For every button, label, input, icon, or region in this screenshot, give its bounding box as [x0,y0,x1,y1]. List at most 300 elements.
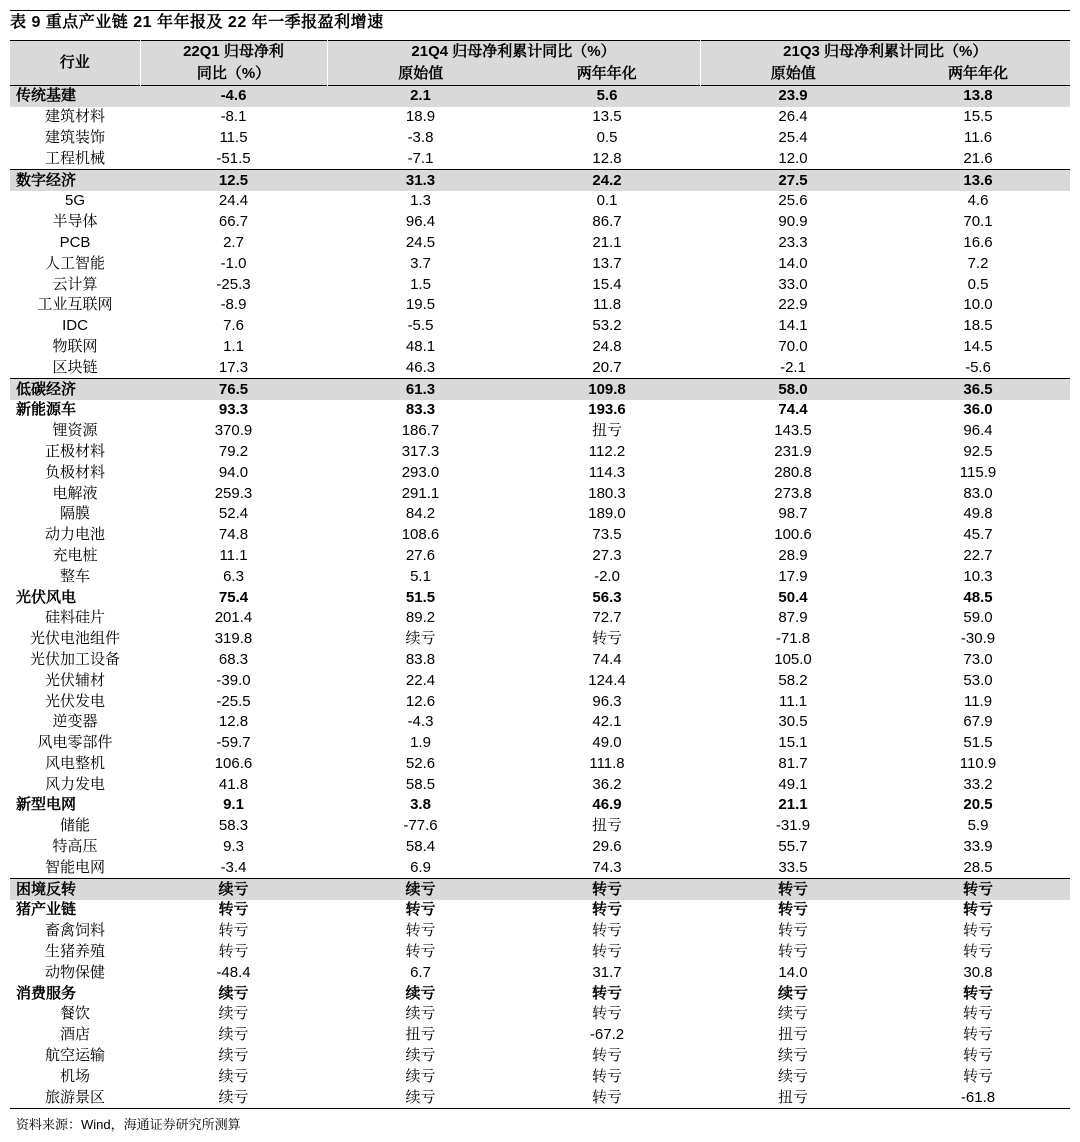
value-21q4-annualized: 转亏 [592,901,623,919]
table-row [10,629,1070,650]
value-21q4-raw: 转亏 [405,901,436,919]
value-22q1-yoy: 41.8 [218,775,249,793]
value-21q4-raw: 2.1 [327,86,514,107]
industry-name: 光伏辅材 [44,671,105,689]
table-row [10,357,1070,378]
header-21q4-group: 21Q4 归母净利累计同比（%） [327,41,700,64]
value-21q4-annualized: 42.1 [592,713,622,731]
value-21q4-raw: 31.3 [327,170,514,191]
value-22q1-yoy: 52.4 [218,505,249,523]
industry-name: IDC [62,317,88,335]
value-21q4-annualized: 0.5 [596,128,618,146]
value-21q4-raw: -5.5 [407,317,434,335]
value-21q4-raw: 96.4 [405,213,436,231]
value-21q3-raw: 58.0 [700,379,886,400]
value-21q4-raw: -7.1 [407,149,434,167]
industry-name: 工程机械 [44,149,105,167]
value-21q3-raw: 143.5 [774,422,812,440]
table-row [10,442,1070,463]
industry-name: 负极材料 [44,463,105,481]
value-21q4-annualized: 29.6 [592,838,622,856]
value-21q4-annualized: 112.2 [588,442,626,460]
industry-name: 风电整机 [44,754,105,772]
value-22q1-yoy: 7.6 [223,317,244,335]
table-title: 表 9 重点产业链 21 年年报及 22 年一季报盈利增速 [10,14,384,31]
industry-name: 硅料硅片 [44,609,105,627]
table-row [10,546,1070,567]
table-row [10,650,1070,671]
value-21q4-raw: 293.0 [401,463,440,481]
value-21q4-annualized: 转亏 [592,984,623,1002]
value-21q4-annualized: 11.8 [592,296,622,314]
value-21q3-annualized: 14.5 [963,337,993,355]
value-21q4-annualized: 31.7 [592,963,622,981]
value-21q4-annualized: 21.1 [592,233,622,251]
value-22q1-yoy: -1.0 [220,254,247,272]
value-21q3-raw: 23.3 [778,233,808,251]
value-21q4-annualized: 转亏 [592,1047,623,1065]
value-21q3-raw: 55.7 [778,838,808,856]
value-21q3-annualized: 96.4 [963,422,993,440]
value-22q1-yoy: -51.5 [216,149,251,167]
value-21q4-raw: 1.9 [410,734,431,752]
value-21q3-raw: 续亏 [778,1047,809,1065]
industry-name: 光伏加工设备 [29,650,120,668]
value-22q1-yoy: -8.9 [220,296,247,314]
value-21q4-raw: 扭亏 [405,1026,436,1044]
value-21q3-raw: 转亏 [778,922,809,940]
table-row [10,316,1070,337]
value-21q3-annualized: 13.8 [886,86,1070,107]
table-row [10,274,1070,295]
value-22q1-yoy: 续亏 [218,1005,249,1023]
value-21q4-raw: 续亏 [405,630,436,648]
industry-name: 风电零部件 [37,734,113,752]
table-body [10,86,1070,1109]
value-21q4-raw: 108.6 [401,526,440,544]
value-21q3-raw: 17.9 [778,567,808,585]
value-22q1-yoy: 11.5 [219,128,248,146]
table-row [10,733,1070,754]
industry-name: 整车 [59,567,90,585]
value-21q4-raw: 22.4 [405,671,436,689]
value-22q1-yoy: 76.5 [140,379,327,400]
value-22q1-yoy: 201.4 [214,609,253,627]
value-21q4-raw: 84.2 [405,505,436,523]
value-21q3-annualized: -5.6 [965,358,991,376]
value-21q4-raw: -3.8 [407,128,434,146]
value-22q1-yoy: -48.4 [216,963,251,981]
industry-name: 航空运输 [44,1047,105,1065]
value-21q3-raw: 105.0 [774,650,812,668]
table-row [10,1087,1070,1108]
value-22q1-yoy: 续亏 [218,984,249,1002]
industry-name: 物联网 [52,337,98,355]
table-row [10,421,1070,442]
industry-name: 建筑装饰 [44,128,105,146]
industry-name: 区块链 [52,358,98,376]
header-21q3-raw: 原始值 [700,63,886,86]
value-21q3-annualized: 转亏 [963,922,994,940]
value-22q1-yoy: 9.1 [223,796,244,814]
value-21q4-annualized: 74.3 [592,858,622,876]
value-21q3-raw: 25.4 [778,128,808,146]
table-row [10,942,1070,963]
value-21q3-annualized: 48.5 [963,588,993,606]
value-21q4-raw: 续亏 [405,984,436,1002]
value-21q4-raw: 转亏 [405,922,436,940]
value-21q4-annualized: 转亏 [514,879,700,900]
table-row [10,712,1070,733]
value-21q4-annualized: 24.2 [514,170,700,191]
value-21q3-raw: 70.0 [778,337,808,355]
value-21q3-raw: 14.0 [778,254,808,272]
value-22q1-yoy: -59.7 [216,734,251,752]
table-row [10,337,1070,358]
value-21q4-annualized: 20.7 [592,358,622,376]
industry-name: 人工智能 [44,254,105,272]
value-21q4-annualized: 13.7 [592,254,622,272]
value-21q3-annualized: 33.9 [963,838,993,856]
industry-name: 新能源车 [16,401,77,419]
value-21q4-annualized: 扭亏 [592,817,623,835]
value-21q3-raw: 转亏 [778,901,809,919]
header-22q1-line1: 22Q1 归母净利 [140,41,327,64]
table-row [10,525,1070,546]
subcategory-row [10,795,1070,816]
value-21q4-annualized: 5.6 [514,86,700,107]
industry-name: PCB [59,233,91,251]
value-22q1-yoy: -4.6 [140,86,327,107]
value-21q4-raw: 6.9 [410,858,431,876]
table-row [10,1046,1070,1067]
table-row [10,191,1070,212]
value-21q3-annualized: 15.5 [963,108,993,126]
value-21q4-raw: 83.3 [405,401,436,419]
value-21q3-raw: 49.1 [778,775,808,793]
value-21q3-raw: 转亏 [700,879,886,900]
industry-name: 正极材料 [44,442,105,460]
source-note: 资料来源：Wind，海通证券研究所测算 [16,1117,241,1132]
category-row [10,170,1070,191]
value-21q4-raw: 24.5 [405,233,436,251]
value-21q3-raw: 81.7 [778,754,808,772]
value-21q3-raw: 续亏 [778,1067,809,1085]
value-21q4-annualized: 96.3 [592,692,622,710]
industry-name: 半导体 [52,213,98,231]
value-22q1-yoy: 续亏 [218,1047,249,1065]
value-21q4-raw: 48.1 [405,337,436,355]
value-21q4-annualized: 72.7 [592,609,622,627]
value-21q4-raw: 61.3 [327,379,514,400]
value-21q3-raw: 26.4 [778,108,808,126]
value-22q1-yoy: 续亏 [140,879,327,900]
industry-name: 逆变器 [52,713,98,731]
value-22q1-yoy: 17.3 [218,358,249,376]
value-21q3-annualized: 转亏 [963,943,994,961]
value-22q1-yoy: 75.4 [218,588,249,606]
value-21q3-annualized: 转亏 [963,1047,994,1065]
value-21q4-raw: -4.3 [407,713,434,731]
value-21q3-raw: 续亏 [778,984,809,1002]
value-21q4-annualized: 124.4 [588,671,626,689]
value-21q4-raw: 续亏 [405,1047,436,1065]
value-22q1-yoy: 370.9 [214,422,253,440]
value-21q3-raw: 74.4 [778,401,808,419]
subcategory-row [10,983,1070,1004]
value-21q3-annualized: 7.2 [967,254,989,272]
value-22q1-yoy: 319.8 [214,630,253,648]
value-21q3-raw: -31.9 [775,817,811,835]
value-21q4-annualized: 转亏 [592,922,623,940]
value-21q3-annualized: 4.6 [967,192,989,210]
value-21q3-raw: 100.6 [774,526,812,544]
value-21q4-raw: 1.5 [410,275,431,293]
value-21q4-raw: 18.9 [405,108,436,126]
header-22q1-line2: 同比（%） [140,63,327,86]
value-22q1-yoy: 94.0 [218,463,249,481]
industry-name: 特高压 [52,838,98,856]
header-21q3-group: 21Q3 归母净利累计同比（%） [700,41,1070,64]
value-22q1-yoy: 6.3 [223,567,244,585]
value-21q3-raw: 27.5 [700,170,886,191]
value-21q3-annualized: 67.9 [963,713,993,731]
value-22q1-yoy: 106.6 [214,754,253,772]
table-row [10,691,1070,712]
value-21q3-annualized: 73.0 [963,650,993,668]
industry-name: 餐饮 [59,1005,90,1023]
table-row [10,1025,1070,1046]
value-21q3-raw: 续亏 [778,1005,809,1023]
value-22q1-yoy: 续亏 [140,1087,327,1108]
industry-name: 风力发电 [44,775,105,793]
value-22q1-yoy: 68.3 [218,650,249,668]
table-row [10,608,1070,629]
value-21q3-annualized: 10.3 [963,567,993,585]
header-21q4-raw: 原始值 [327,63,514,86]
table-row [10,128,1070,149]
value-21q3-annualized: 11.9 [963,692,993,710]
table-row [10,1004,1070,1025]
value-22q1-yoy: 259.3 [214,484,253,502]
value-21q3-raw: 转亏 [778,943,809,961]
value-22q1-yoy: 93.3 [218,401,249,419]
value-21q3-raw: 14.1 [778,317,808,335]
category-row [10,879,1070,900]
value-21q3-raw: -71.8 [775,630,811,648]
value-21q4-annualized: 0.1 [596,192,618,210]
table-row [10,962,1070,983]
value-21q3-annualized: 83.0 [963,484,993,502]
value-21q4-annualized: 27.3 [592,546,622,564]
value-21q3-raw: 50.4 [778,588,808,606]
table-row [10,253,1070,274]
value-21q4-raw: 3.7 [410,254,431,272]
value-21q3-raw: 33.5 [778,858,808,876]
industry-name: 充电桩 [52,546,98,564]
value-21q3-annualized: 11.6 [963,128,993,146]
value-21q3-annualized: 转亏 [963,984,994,1002]
value-21q4-raw: 46.3 [405,358,436,376]
value-22q1-yoy: 11.1 [219,546,248,564]
value-21q4-raw: 续亏 [327,1087,514,1108]
value-21q3-annualized: 21.6 [963,149,993,167]
value-21q4-annualized: 15.4 [592,275,622,293]
table-row [10,483,1070,504]
value-21q3-annualized: 53.0 [963,671,993,689]
industry-name: 数字经济 [10,170,140,191]
value-21q3-raw: 扭亏 [778,1026,809,1044]
value-21q3-raw: 30.5 [778,713,808,731]
value-21q3-raw: 231.9 [774,442,812,460]
value-22q1-yoy: 9.3 [223,838,244,856]
value-21q3-annualized: 18.5 [963,317,993,335]
value-21q3-raw: 22.9 [778,296,808,314]
value-21q4-raw: 27.6 [405,546,436,564]
subcategory-row [10,587,1070,608]
value-21q3-annualized: 45.7 [963,526,993,544]
value-21q4-raw: 19.5 [405,296,436,314]
value-21q4-annualized: 180.3 [588,484,626,502]
value-22q1-yoy: 转亏 [218,901,249,919]
value-21q3-raw: 23.9 [700,86,886,107]
industry-name: 锂资源 [52,422,98,440]
value-21q4-raw: 转亏 [405,943,436,961]
value-21q3-annualized: 10.0 [963,296,993,314]
industry-name: 隔膜 [59,505,90,523]
value-21q3-raw: 280.8 [774,463,812,481]
industry-name: 建筑材料 [44,108,105,126]
industry-name: 云计算 [52,275,98,293]
value-21q4-annualized: 73.5 [592,526,622,544]
value-21q4-raw: 52.6 [405,754,436,772]
value-21q3-annualized: 转亏 [886,879,1070,900]
table-row [10,107,1070,128]
table-row [10,816,1070,837]
value-21q3-raw: 33.0 [778,275,808,293]
value-21q3-annualized: 转亏 [963,1005,994,1023]
value-22q1-yoy: -8.1 [220,108,247,126]
industry-name: 畜禽饲料 [44,922,105,940]
value-21q3-annualized: 36.5 [886,379,1070,400]
value-21q3-annualized: 110.9 [959,754,997,772]
value-21q4-annualized: 74.4 [592,650,622,668]
value-21q4-annualized: 转亏 [592,943,623,961]
value-21q3-annualized: 28.5 [963,858,993,876]
value-21q4-raw: 3.8 [410,796,431,814]
value-21q3-raw: 11.1 [778,692,808,710]
table-row [10,233,1070,254]
industry-name: 5G [64,192,85,210]
value-21q3-raw: 90.9 [778,213,808,231]
value-21q4-annualized: -67.2 [589,1026,625,1044]
value-21q4-annualized: 扭亏 [592,422,623,440]
table-row [10,921,1070,942]
industry-name: 传统基建 [10,86,140,107]
value-21q4-annualized: 36.2 [592,775,622,793]
value-22q1-yoy: 1.1 [223,337,244,355]
value-21q4-annualized: -2.0 [594,567,620,585]
industry-name: 猪产业链 [16,901,77,919]
value-21q3-annualized: 92.5 [963,442,993,460]
table-row [10,212,1070,233]
value-21q3-annualized: 转亏 [963,1026,994,1044]
value-22q1-yoy: -25.5 [216,692,251,710]
table-row [10,504,1070,525]
value-21q4-annualized: 53.2 [592,317,622,335]
value-21q3-annualized: -30.9 [960,630,996,648]
table-row [10,295,1070,316]
industry-name: 机场 [59,1067,90,1085]
value-21q4-raw: 1.3 [410,192,431,210]
category-row [10,379,1070,400]
value-21q4-raw: 83.8 [405,650,436,668]
industry-name: 消费服务 [16,984,77,1002]
value-21q3-annualized: 22.7 [963,546,993,564]
value-22q1-yoy: 转亏 [218,943,249,961]
industry-name: 低碳经济 [10,379,140,400]
value-21q4-annualized: 转亏 [592,630,623,648]
value-21q4-raw: -77.6 [403,817,438,835]
value-21q3-raw: 25.6 [778,192,808,210]
industry-name: 新型电网 [16,796,77,814]
value-21q3-raw: 12.0 [778,149,808,167]
table-row [10,1066,1070,1087]
value-21q4-raw: 58.4 [405,838,436,856]
value-21q4-raw: 续亏 [327,879,514,900]
value-22q1-yoy: 续亏 [218,1067,249,1085]
value-21q3-raw: -2.1 [780,358,806,376]
value-22q1-yoy: 2.7 [223,233,244,251]
subcategory-row [10,400,1070,421]
value-21q3-raw: 28.9 [778,546,808,564]
table-row [10,754,1070,775]
value-22q1-yoy: 转亏 [218,922,249,940]
value-21q4-raw: 89.2 [405,609,436,627]
value-21q4-raw: 12.6 [405,692,436,710]
value-21q3-annualized: 转亏 [963,901,994,919]
value-21q3-raw: 扭亏 [700,1087,886,1108]
value-21q4-annualized: 转亏 [592,1005,623,1023]
table-row [10,837,1070,858]
value-22q1-yoy: 12.5 [140,170,327,191]
value-21q3-raw: 15.1 [778,734,808,752]
value-21q4-annualized: 56.3 [592,588,622,606]
value-21q4-annualized: 114.3 [588,463,626,481]
table-row [10,774,1070,795]
header-21q4-annualized: 两年年化 [514,63,700,86]
industry-name: 光伏电池组件 [29,630,120,648]
value-21q3-annualized: -61.8 [886,1087,1070,1108]
value-21q4-raw: 续亏 [405,1067,436,1085]
value-21q3-annualized: 20.5 [963,796,993,814]
industry-name: 光伏发电 [44,692,105,710]
value-21q4-raw: 291.1 [401,484,440,502]
subcategory-row [10,900,1070,921]
industry-name: 动物保健 [44,963,105,981]
value-21q4-raw: 58.5 [405,775,436,793]
header-21q3-annualized: 两年年化 [886,63,1070,86]
value-21q3-raw: 87.9 [778,609,808,627]
value-21q4-raw: 6.7 [410,963,431,981]
value-21q3-annualized: 30.8 [963,963,993,981]
value-21q3-annualized: 5.9 [967,817,989,835]
value-22q1-yoy: 续亏 [218,1026,249,1044]
value-21q3-raw: 14.0 [778,963,808,981]
value-21q4-raw: 186.7 [401,422,440,440]
industry-name: 光伏风电 [16,588,77,606]
table-row [10,857,1070,878]
